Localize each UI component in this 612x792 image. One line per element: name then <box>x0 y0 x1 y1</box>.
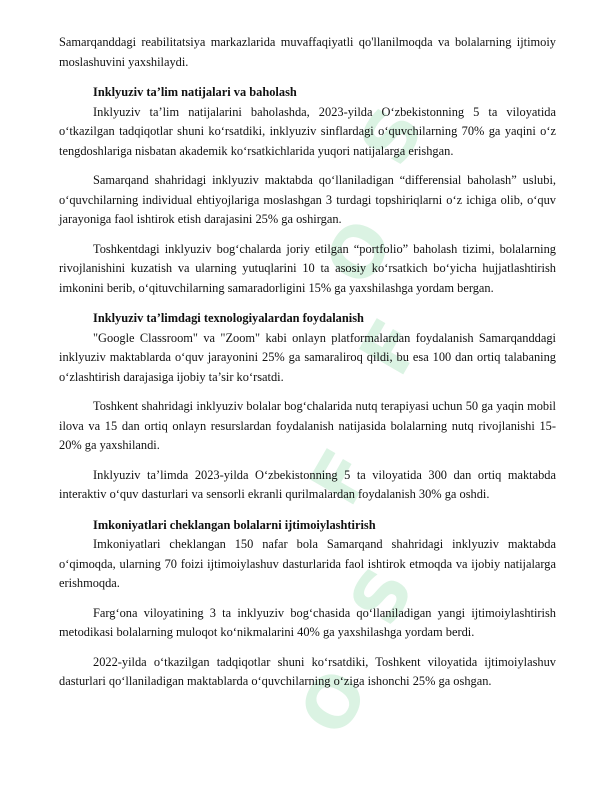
svg-text:S: S <box>343 93 440 179</box>
svg-text:F: F <box>293 436 389 519</box>
paragraph-socialization-3: 2022-yilda o‘tkazilgan tadqiqotlar shuni ko‘rsatdiki, Toshkent viloyatida ijtimoiylashuv dasturlari qo‘llaniladigan maktablarda o‘quvchilarning o‘ziga ishonchi 25% ga oshgan. <box>59 654 556 688</box>
paragraph-socialization-2: Farg‘ona viloyatining 3 ta inklyuziv bog‘chasida qo‘llaniladigan yangi ijtimoiylashtirish metodikasi bolalarning muloqot ko‘nikmalarini 40% ga yaxshilashga yordam berdi. <box>59 605 556 639</box>
paragraph-intro-continuation: Samarqanddagi reabilitatsiya markazlarida muvaffaqiyatli qo'llanilmoqda va bolalarning ijtimoiy moslashuvini yaxshilaydi. <box>59 35 556 69</box>
svg-text:O: O <box>308 205 410 299</box>
paragraph-results-3: Toshkentdagi inklyuziv bog‘chalarda joriy etilgan “portfolio” baholash tizimi, bolalarning rivojlanishini kuzatish va ularning yutuqlarini 10 ta asosiy ko‘rsatkich bo‘yicha hujjatlashtirish imkonini berib, o‘qituvchilarning samaradorligini 15% ga yaxshilashga yordam bergan. <box>59 241 556 295</box>
paragraph-technology-1: "Google Classroom" va "Zoom" kabi onlayn platformalardan foydalanish Samarqanddagi inklyuziv maktablarda o‘quv jarayonini 25% ga samaraliroq qildi, bu esa 100 dan ortiq talabaning o‘zlashtirish darajasiga ijobiy ta’sir ko‘rsatdi. <box>59 330 556 384</box>
paragraph-technology-2: Toshkent shahridagi inklyuziv bolalar bog‘chalarida nutq terapiyasi uchun 50 ga yaqin mobil ilova va 15 dan ortiq onlayn resurslardan foydalanish natijasida bolalarning nutq rivojlanishi 15-20% ga yaxshilandi. <box>59 399 556 452</box>
svg-text:F: F <box>343 306 439 389</box>
paragraph-results-1: Inklyuziv ta’lim natijalarini baholashda, 2023-yilda O‘zbekistonning 5 ta viloyatida o‘tkazilgan tadqiqotlar shuni ko‘rsatdiki, inklyuziv sinflardagi o‘quvchilarning 70% ga yaqini o‘z tengdoshlariga nisbatan akademik ko‘rsatkichlarida yuqori natijalarga erishgan. <box>59 104 556 158</box>
svg-text:S: S <box>333 553 430 639</box>
paragraph-results-2: Samarqand shahridagi inklyuziv maktabda qo‘llaniladigan “differensial baholash” uslubi, o‘quvchilarning individual ehtiyojlariga moslashgan 3 turdagi topshiriqlarni o‘z ichiga olib, o‘quv jarayoniga faol ishtirok etish darajasini 25% ga oshirgan. <box>59 173 556 226</box>
section-heading-socialization: Imkoniyatlari cheklangan bolalarni ijtimoiylashtirish <box>93 517 376 532</box>
document-body <box>59 33 556 692</box>
section-heading-technology: Inklyuziv ta’limdagi texnologiyalardan foydalanish <box>93 311 364 325</box>
section-heading-results: Inklyuziv ta’lim natijalari va baholash <box>93 85 297 99</box>
paragraph-socialization-1: Imkoniyatlari cheklangan 150 nafar bola Samarqand shahridagi inklyuziv maktabda o‘qimoqda, ularning 70 foizi ijtimoiylashuv dasturlarida faol ishtirok etmoqda va ijobiy natijalarga erishmoqda. <box>59 537 556 590</box>
svg-text:O: O <box>283 655 385 749</box>
paragraph-technology-3: Inklyuziv ta’limda 2023-yilda O‘zbekistonning 5 ta viloyatida 300 dan ortiq maktabda interaktiv o‘quv dasturlari va sensorli ekranli qurilmalardan foydalanish 30% ga oshdi. <box>59 467 556 501</box>
